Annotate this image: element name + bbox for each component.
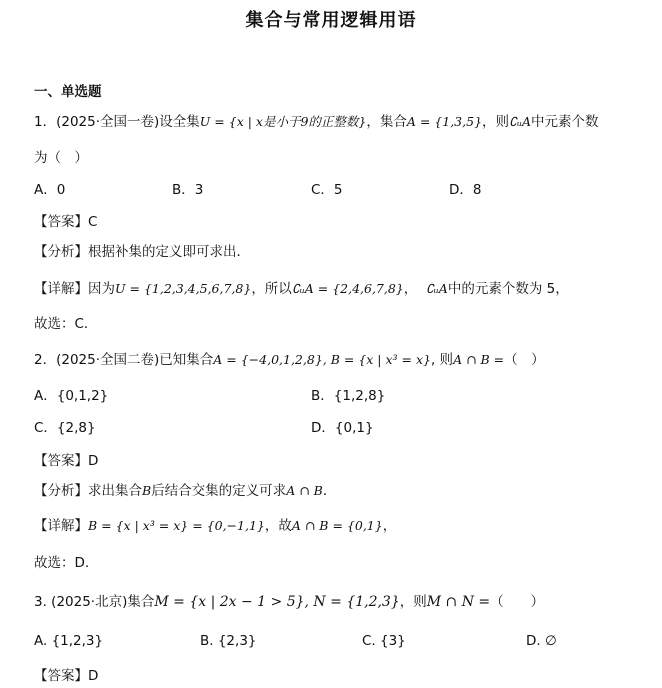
q2-analysis-text-b: 后结合交集的定义可求 [151, 483, 287, 499]
q2-analysis-text-c: ． [322, 483, 337, 499]
q1-detail-text-b: ，所以 [251, 281, 292, 297]
q1-detail-text-d: 中的元素个数为 5， [447, 281, 569, 297]
q1-universal-set: U = {x | x是小于9的正整数} [199, 114, 367, 129]
q2-detail-tag: 【详解】 [34, 518, 88, 534]
q3-option-a[interactable]: A. {1,2,3} [34, 633, 104, 649]
q2-detail-expr: B = {x | x³ = x} = {0,−1,1} [88, 518, 265, 533]
q1-set-a: A = {1,3,5} [406, 114, 483, 129]
q2-analysis [34, 481, 336, 501]
q1-complement: ∁ᵤA [509, 114, 531, 129]
q2-analysis-text-a: 求出集合 [88, 483, 142, 499]
q2-option-c-label: C．{2,8} [34, 420, 96, 436]
q2-conclusion: 故选：D. [34, 555, 90, 571]
q1-detail-text-c: ， [403, 281, 418, 297]
q2-answer-tag: 【答案】 [34, 453, 88, 469]
q1-analysis [34, 242, 250, 262]
section-heading: 一、单选题 [34, 84, 102, 100]
q2-option-d-label: D．{0,1} [311, 420, 374, 436]
q3-stem [34, 592, 544, 612]
q1-lead: 1．(2025·全国一卷)设全集 [34, 114, 200, 130]
q2-option-a-label: A．{0,1,2} [34, 388, 109, 404]
q2-analysis-expr: A ∩ B [286, 483, 323, 498]
q2-sets: A = {−4,0,1,2,8}, B = {x | x³ = x} [213, 352, 431, 367]
q2-paren: （ ） [504, 352, 545, 368]
q1-detail-complement-2: ∁ᵤA [425, 281, 448, 296]
q3-lead: 3. (2025·北京)集合 [34, 594, 155, 610]
q3-paren: （ ） [490, 594, 545, 610]
q2-option-b-label: B．{1,2,8} [311, 388, 386, 404]
q1-mid: ，集合 [366, 114, 407, 130]
q1-option-c[interactable]: C．5 [311, 182, 343, 198]
q1-answer [34, 212, 97, 232]
q2-option-c[interactable] [34, 418, 96, 438]
q1-option-b[interactable]: B．3 [172, 182, 204, 198]
q1-option-d[interactable]: D．8 [449, 182, 482, 198]
q1-detail-complement: ∁ᵤA = {2,4,6,7,8} [291, 281, 404, 296]
q2-lead: 2．(2025·全国二卷)已知集合 [34, 352, 214, 368]
q2-option-b[interactable] [311, 386, 385, 406]
q1-stem-cont: 为（ ） [34, 150, 88, 166]
page-title: 集合与常用逻辑用语 [245, 10, 417, 31]
q3-expr: M ∩ N = [426, 594, 491, 610]
q1-stem [34, 112, 599, 132]
q3-answer-value: D [88, 668, 99, 684]
q2-detail-result: A ∩ B = {0,1} [291, 518, 383, 533]
q1-detail-text-a: 因为 [88, 281, 115, 297]
q1-detail [34, 279, 569, 299]
q3-tail: ，则 [399, 594, 427, 610]
q2-answer [34, 451, 98, 471]
q1-analysis-tag: 【分析】 [34, 244, 88, 260]
q2-option-a[interactable] [34, 386, 108, 406]
q2-analysis-set-b: B [142, 483, 152, 498]
q2-detail [34, 516, 396, 536]
q1-conclusion: 故选：C． [34, 316, 98, 332]
q2-detail-text-b: ，故 [264, 518, 292, 534]
q1-analysis-text: 根据补集的定义即可求出． [88, 244, 250, 260]
q2-expr: A ∩ B = [453, 352, 505, 367]
q3-option-c[interactable]: C. {3} [362, 633, 406, 649]
q2-stem [34, 350, 545, 370]
q3-answer [34, 666, 98, 686]
q1-option-a[interactable]: A．0 [34, 182, 66, 198]
q3-option-d[interactable]: D. ∅ [526, 633, 557, 649]
q1-tail2: 中元素个数 [531, 114, 599, 130]
q3-answer-tag: 【答案】 [34, 668, 88, 684]
q1-answer-tag: 【答案】 [34, 214, 88, 230]
q1-detail-tag: 【详解】 [34, 281, 88, 297]
q2-analysis-tag: 【分析】 [34, 483, 88, 499]
q1-answer-value: C [88, 214, 98, 230]
q1-detail-universal: U = {1,2,3,4,5,6,7,8} [115, 281, 252, 296]
q2-tail: , 则 [430, 352, 454, 368]
q1-tail: ，则 [482, 114, 510, 130]
q2-option-d[interactable] [311, 418, 374, 438]
q2-detail-text-c: ， [382, 518, 397, 534]
q3-sets: M = {x | 2x − 1 > 5}, N = {1,2,3} [154, 594, 400, 610]
q2-answer-value: D [88, 453, 99, 469]
q3-option-b[interactable]: B. {2,3} [200, 633, 257, 649]
